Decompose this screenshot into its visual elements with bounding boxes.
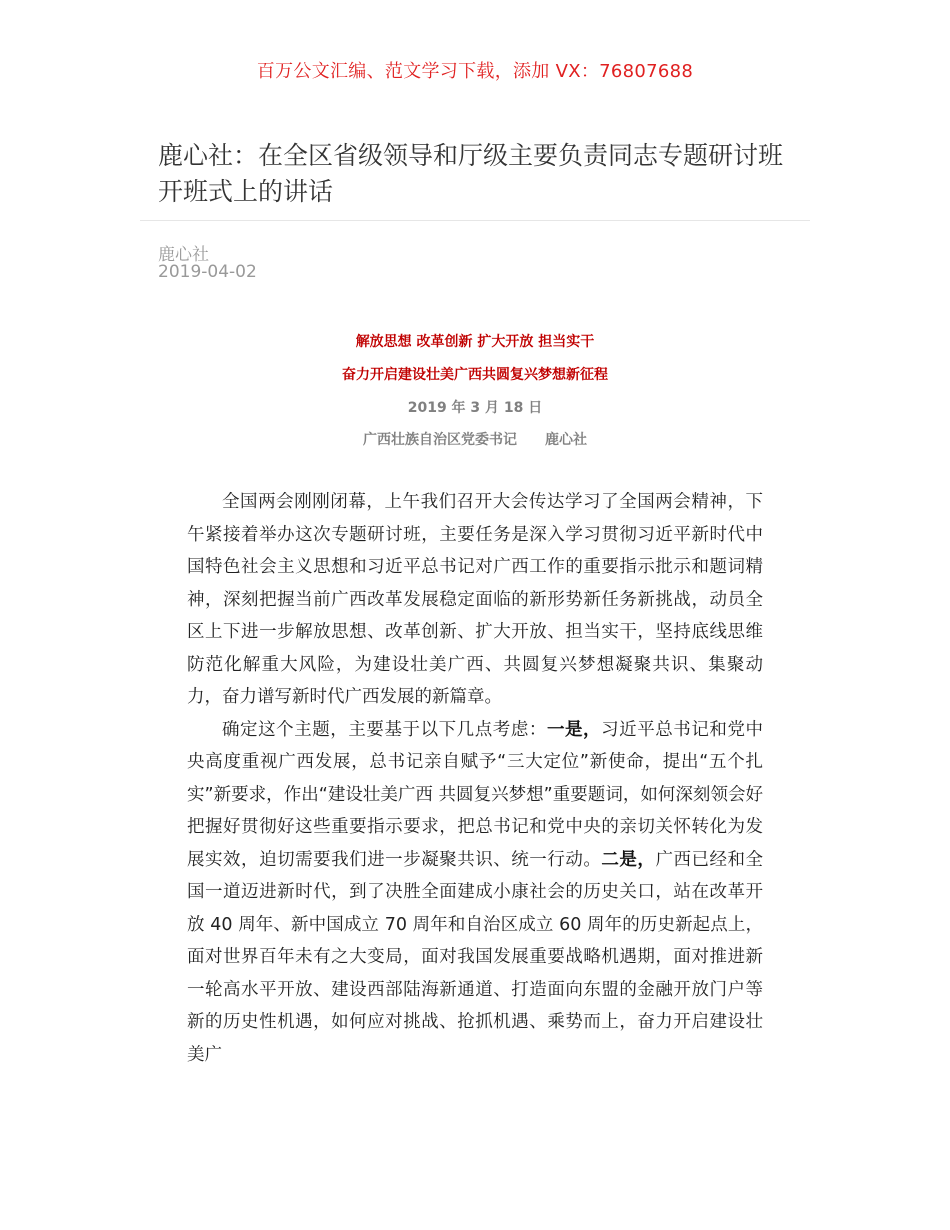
- article-author: 鹿心社: [158, 245, 209, 265]
- point-text-1: 习近平总书记和党中央高度重视广西发展，总书记亲自赋予“三大定位”新使命，提出“五个扎实”新要求，作出“建设壮美广西 共圆复兴梦想”重要题词，如何深刻领会好把握好贯彻好这些重要指示要求，把总书记和党中央的亲切关怀转化为发展实效，迫切需要我们进一步凝聚共识、统一行动。: [187, 719, 764, 870]
- speech-headline-2: 奋力开启建设壮美广西共圆复兴梦想新征程: [342, 367, 608, 383]
- paragraph-1: 全国两会刚刚闭幕，上午我们召开大会传达学习了全国两会精神，下午紧接着举办这次专题研讨班，主要任务是深入学习贯彻习近平新时代中国特色社会主义思想和习近平总书记对广西工作的重要指示批示和题词精神，深刻把握当前广西改革发展稳定面临的新形势新任务新挑战，动员全区上下进一步解放思想、改革创新、扩大开放、担当实干，坚持底线思维防范化解重大风险，为建设壮美广西、共圆复兴梦想凝聚共识、集聚动力，奋力谱写新时代广西发展的新篇章。: [187, 492, 763, 707]
- paragraph-2: [187, 714, 763, 1072]
- paragraph-2-intro: 确定这个主题，主要基于以下几点考虑：: [222, 719, 547, 740]
- speech-headline-1: 解放思想 改革创新 扩大开放 担当实干: [355, 334, 595, 350]
- point-text-2: 广西已经和全国一道迈进新时代，到了决胜全面建成小康社会的历史关口，站在改革开放 40 周年、新中国成立 70 周年和自治区成立 60 周年的历史新起点上，面对世界百年未有之大变局，面对我国发展重要战略机遇期，面对推进新一轮高水平开放、建设西部陆海新通道、打造面向东盟的金融开放门户等新的历史性机遇，如何应对挑战、抢抓机遇、乘势而上，奋力开启建设壮美广: [187, 849, 764, 1065]
- speech-byline: [0, 429, 950, 449]
- article-title: 鹿心社：在全区省级领导和厅级主要负责同志专题研讨班开班式上的讲话: [158, 141, 784, 206]
- byline-org: 广西壮族自治区党委书记: [363, 432, 517, 448]
- speech-date: 2019 年 3 月 18 日: [407, 400, 543, 416]
- point-label-1: 一是，: [546, 719, 602, 740]
- article-body: [187, 486, 763, 1071]
- byline-name: 鹿心社: [545, 432, 587, 448]
- promo-banner: 百万公文汇编、范文学习下载，添加 VX：76807688: [256, 61, 694, 82]
- point-label-2: 二是，: [601, 849, 656, 870]
- article-date: 2019-04-02: [158, 262, 257, 282]
- title-divider: [140, 220, 810, 221]
